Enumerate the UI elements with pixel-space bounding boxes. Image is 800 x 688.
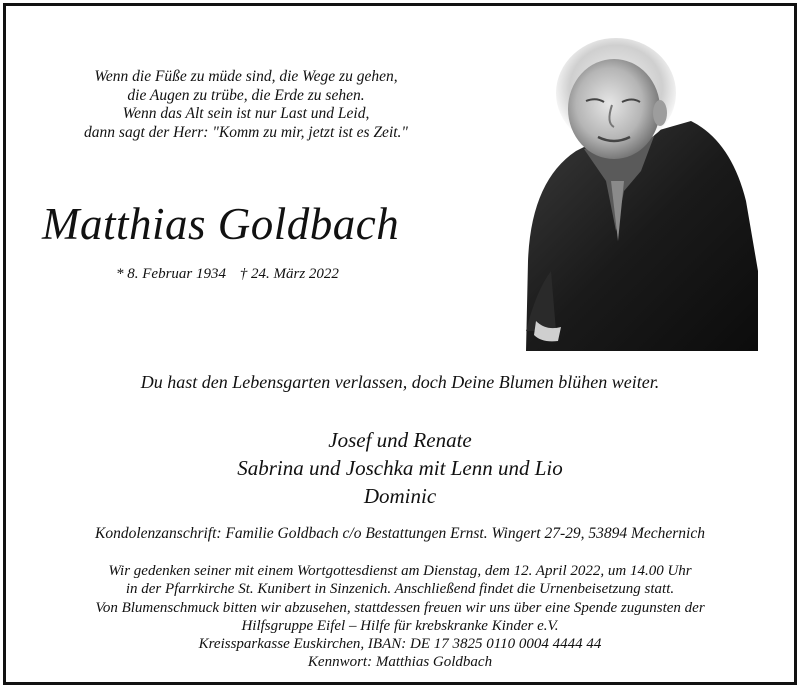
- mourner-line: Josef und Renate: [328, 428, 472, 452]
- life-dates: [116, 266, 349, 283]
- motto: Du hast den Lebensgarten verlassen, doch Deine Blumen blühen weiter.: [140, 372, 660, 392]
- poem-line: dann sagt der Herr: "Komm zu mir, jetzt ist es Zeit.": [84, 123, 408, 141]
- notice-line: Kennwort: Matthias Goldbach: [307, 654, 493, 671]
- poem-line: die Augen zu trübe, die Erde zu sehen.: [127, 86, 365, 104]
- poem-line: Wenn das Alt sein ist nur Last und Leid,: [122, 105, 370, 122]
- poem: [46, 68, 446, 142]
- notice-line: Kreissparkasse Euskirchen, IBAN: DE 17 3825 0110 0004 4444 44: [198, 636, 602, 653]
- mourner-line: Dominic: [363, 484, 437, 508]
- condolence-address: Kondolenzanschrift: Familie Goldbach c/o Bestattungen Ernst. Wingert 27-29, 53894 Mechernich: [94, 525, 705, 542]
- notice-line: Von Blumenschmuck bitten wir abzusehen, stattdessen freuen wir uns über eine Spende zugunsten der: [95, 599, 705, 616]
- service-notice: [6, 562, 794, 672]
- notice-line: in der Pfarrkirche St. Kunibert in Sinzenich. Anschließend findet die Urnenbeisetzung statt.: [125, 581, 675, 598]
- obituary-frame: [3, 3, 797, 685]
- deceased-name: Matthias Goldbach: [42, 199, 400, 249]
- notice-line: Wir gedenken seiner mit einem Wortgottesdienst am Dienstag, dem 12. April 2022, um 14.00 Uhr: [108, 563, 692, 579]
- death-date: † 24. März 2022: [239, 266, 339, 282]
- mourners-list: [6, 426, 794, 510]
- birth-date: * 8. Februar 1934: [116, 266, 226, 282]
- poem-line: Wenn die Füße zu müde sind, die Wege zu gehen,: [94, 68, 398, 85]
- portrait-photo-icon: [506, 31, 768, 351]
- mourner-line: Sabrina und Joschka mit Lenn und Lio: [237, 456, 563, 480]
- notice-line: Hilfsgruppe Eifel – Hilfe für krebskranke Kinder e.V.: [241, 617, 559, 634]
